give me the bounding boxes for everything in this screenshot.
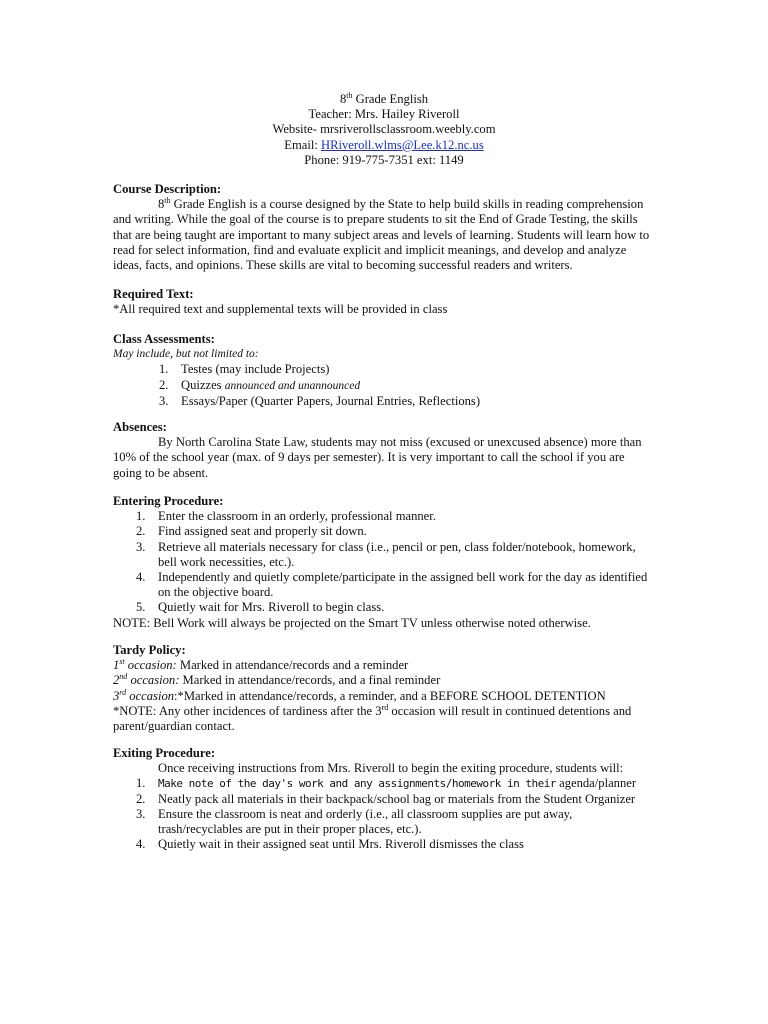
description-body: Grade English is a course designed by the State to help build skills in reading comprehension and writing. While the goal of the course is to prepare students to sit the End of Grade Testing, the skills that are being taught are important to many subject areas and levels of learning. Students will learn how to read for select information, find and evaluate explicit and implicit meanings, and develop and analyze ideas, facts, and opinions. These skills are vital to becoming successful readers and writers. [113, 197, 650, 273]
email-line [0, 138, 768, 153]
item-text: Retrieve all materials necessary for class (i.e., pencil or pen, class folder/notebook, homework, bell work necessities, etc.). [158, 539, 636, 569]
grade-number: 8 [158, 197, 165, 212]
item-text: Ensure the classroom is neat and orderly (i.e., all classroom supplies are put away, trash/recyclables are put in their proper places, etc.). [158, 806, 573, 837]
item-number: 4. [136, 570, 146, 585]
note-sup: rd [381, 702, 389, 712]
section-heading: Absences: [113, 420, 167, 434]
section-heading: Exiting Procedure: [113, 746, 216, 760]
occasion-text: Marked in attendance/records and a reminder [176, 658, 409, 673]
occasion-label: occasion: [124, 658, 177, 673]
email-label: Email: [284, 137, 322, 152]
exiting-section [113, 746, 653, 852]
list-item [113, 600, 653, 615]
list-item [113, 837, 653, 852]
exiting-list [113, 776, 653, 852]
item-text: Testes (may include Projects) [181, 362, 330, 377]
absences-text: By North Carolina State Law, students may not miss (excused or unexcused absence) more than 10% of the school year (max. of 9 days per semester). It is very important to call the school if you are going to be absent. [113, 435, 642, 480]
section-heading: Tardy Policy: [113, 643, 186, 657]
course-description-section [113, 182, 653, 273]
item-text-mono: Make note of the day's work and any assignments/homework in their [158, 777, 556, 791]
list-item [113, 540, 653, 570]
website-line: Website- mrsriverollsclassroom.weebly.com [272, 122, 496, 137]
item-number: 2. [159, 377, 169, 392]
tardy-line-3 [113, 689, 653, 704]
item-number: 2. [136, 791, 146, 806]
list-item [113, 807, 653, 837]
item-number: 1. [136, 509, 146, 524]
list-item [113, 524, 653, 539]
item-number: 1. [136, 776, 146, 791]
section-heading: Entering Procedure: [113, 494, 224, 508]
list-item [113, 509, 653, 524]
note-part-a: *NOTE: Any other incidences of tardiness after the 3 [113, 703, 382, 718]
section-heading: Class Assessments: [113, 332, 215, 346]
occasion-number: 2 [113, 673, 120, 688]
item-text: Independently and quietly complete/participate in the assigned bell work for the day as identified on the objective board. [158, 570, 648, 600]
item-text: Essays/Paper (Quarter Papers, Journal Entries, Reflections) [181, 393, 481, 408]
exiting-intro: Once receiving instructions from Mrs. Riveroll to begin the exiting procedure, students will: [158, 761, 624, 776]
item-text: Neatly pack all materials in their backpack/school bag or materials from the Student Organizer [158, 791, 636, 806]
tardy-line-2 [113, 673, 653, 688]
absences-section [113, 420, 653, 481]
tardy-note [113, 704, 653, 734]
occasion-sup: nd [119, 672, 128, 682]
item-text: Find assigned seat and properly sit down. [158, 524, 367, 539]
phone-line: Phone: 919-775-7351 ext: 1149 [304, 152, 464, 167]
section-heading: Required Text: [113, 287, 194, 301]
teacher-line: Teacher: Mrs. Hailey Riveroll [308, 107, 460, 122]
title-rest: Grade English [352, 92, 429, 106]
item-number: 1. [159, 362, 169, 377]
occasion-text: Marked in attendance/records, and a final reminder [179, 673, 441, 688]
item-text: Quietly wait in their assigned seat until Mrs. Riveroll dismisses the class [158, 837, 524, 852]
item-number: 2. [136, 524, 146, 539]
assessments-list [113, 362, 653, 409]
item-text: Enter the classroom in an orderly, professional manner. [158, 509, 436, 524]
occasion-number: 1 [113, 658, 120, 673]
assessments-section [113, 332, 653, 409]
item-text: agenda/planner [555, 776, 637, 791]
list-item [113, 570, 653, 600]
email-link[interactable]: HRiveroll.wlms@Lee.k12.nc.us [321, 137, 484, 152]
occasion-text: :*Marked in attendance/records, a reminder, and a BEFORE SCHOOL DETENTION [174, 688, 606, 703]
occasion-sup: rd [119, 687, 127, 697]
entering-note: NOTE: Bell Work will always be projected on the Smart TV unless otherwise noted otherwise. [113, 615, 591, 630]
item-number: 3. [136, 539, 146, 554]
tardy-line-1 [113, 658, 653, 673]
list-item [113, 792, 653, 807]
course-title [0, 92, 768, 107]
list-item [113, 776, 653, 791]
course-description-text [113, 197, 653, 273]
document-header [0, 92, 768, 168]
note-part-b: occasion will result in continued detentions and parent/guardian contact. [113, 703, 632, 734]
item-number: 5. [136, 600, 146, 615]
list-item [113, 378, 653, 394]
item-number: 3. [159, 393, 169, 408]
item-number: 4. [136, 837, 146, 852]
title-sup: th [346, 90, 353, 100]
entering-section [113, 494, 653, 631]
list-item [113, 362, 653, 377]
title-number: 8 [339, 92, 347, 106]
item-text: Quietly wait for Mrs. Riveroll to begin class. [158, 600, 385, 615]
occasion-number: 3 [113, 688, 120, 703]
occasion-sup: st [119, 657, 125, 667]
list-item [113, 394, 653, 409]
occasion-label: occasion [126, 688, 175, 703]
required-text-body: *All required text and supplemental texts will be provided in class [113, 302, 448, 317]
tardy-section [113, 643, 653, 734]
grade-sup: th [164, 196, 171, 206]
section-heading: Course Description: [113, 182, 222, 196]
item-number: 3. [136, 806, 146, 821]
item-text: Quizzes [181, 377, 225, 392]
assessments-note: May include, but not limited to: [113, 348, 259, 361]
item-extra: announced and unannounced [224, 379, 361, 392]
entering-list [113, 509, 653, 615]
required-text-section [113, 287, 653, 317]
occasion-label: occasion: [127, 673, 180, 688]
